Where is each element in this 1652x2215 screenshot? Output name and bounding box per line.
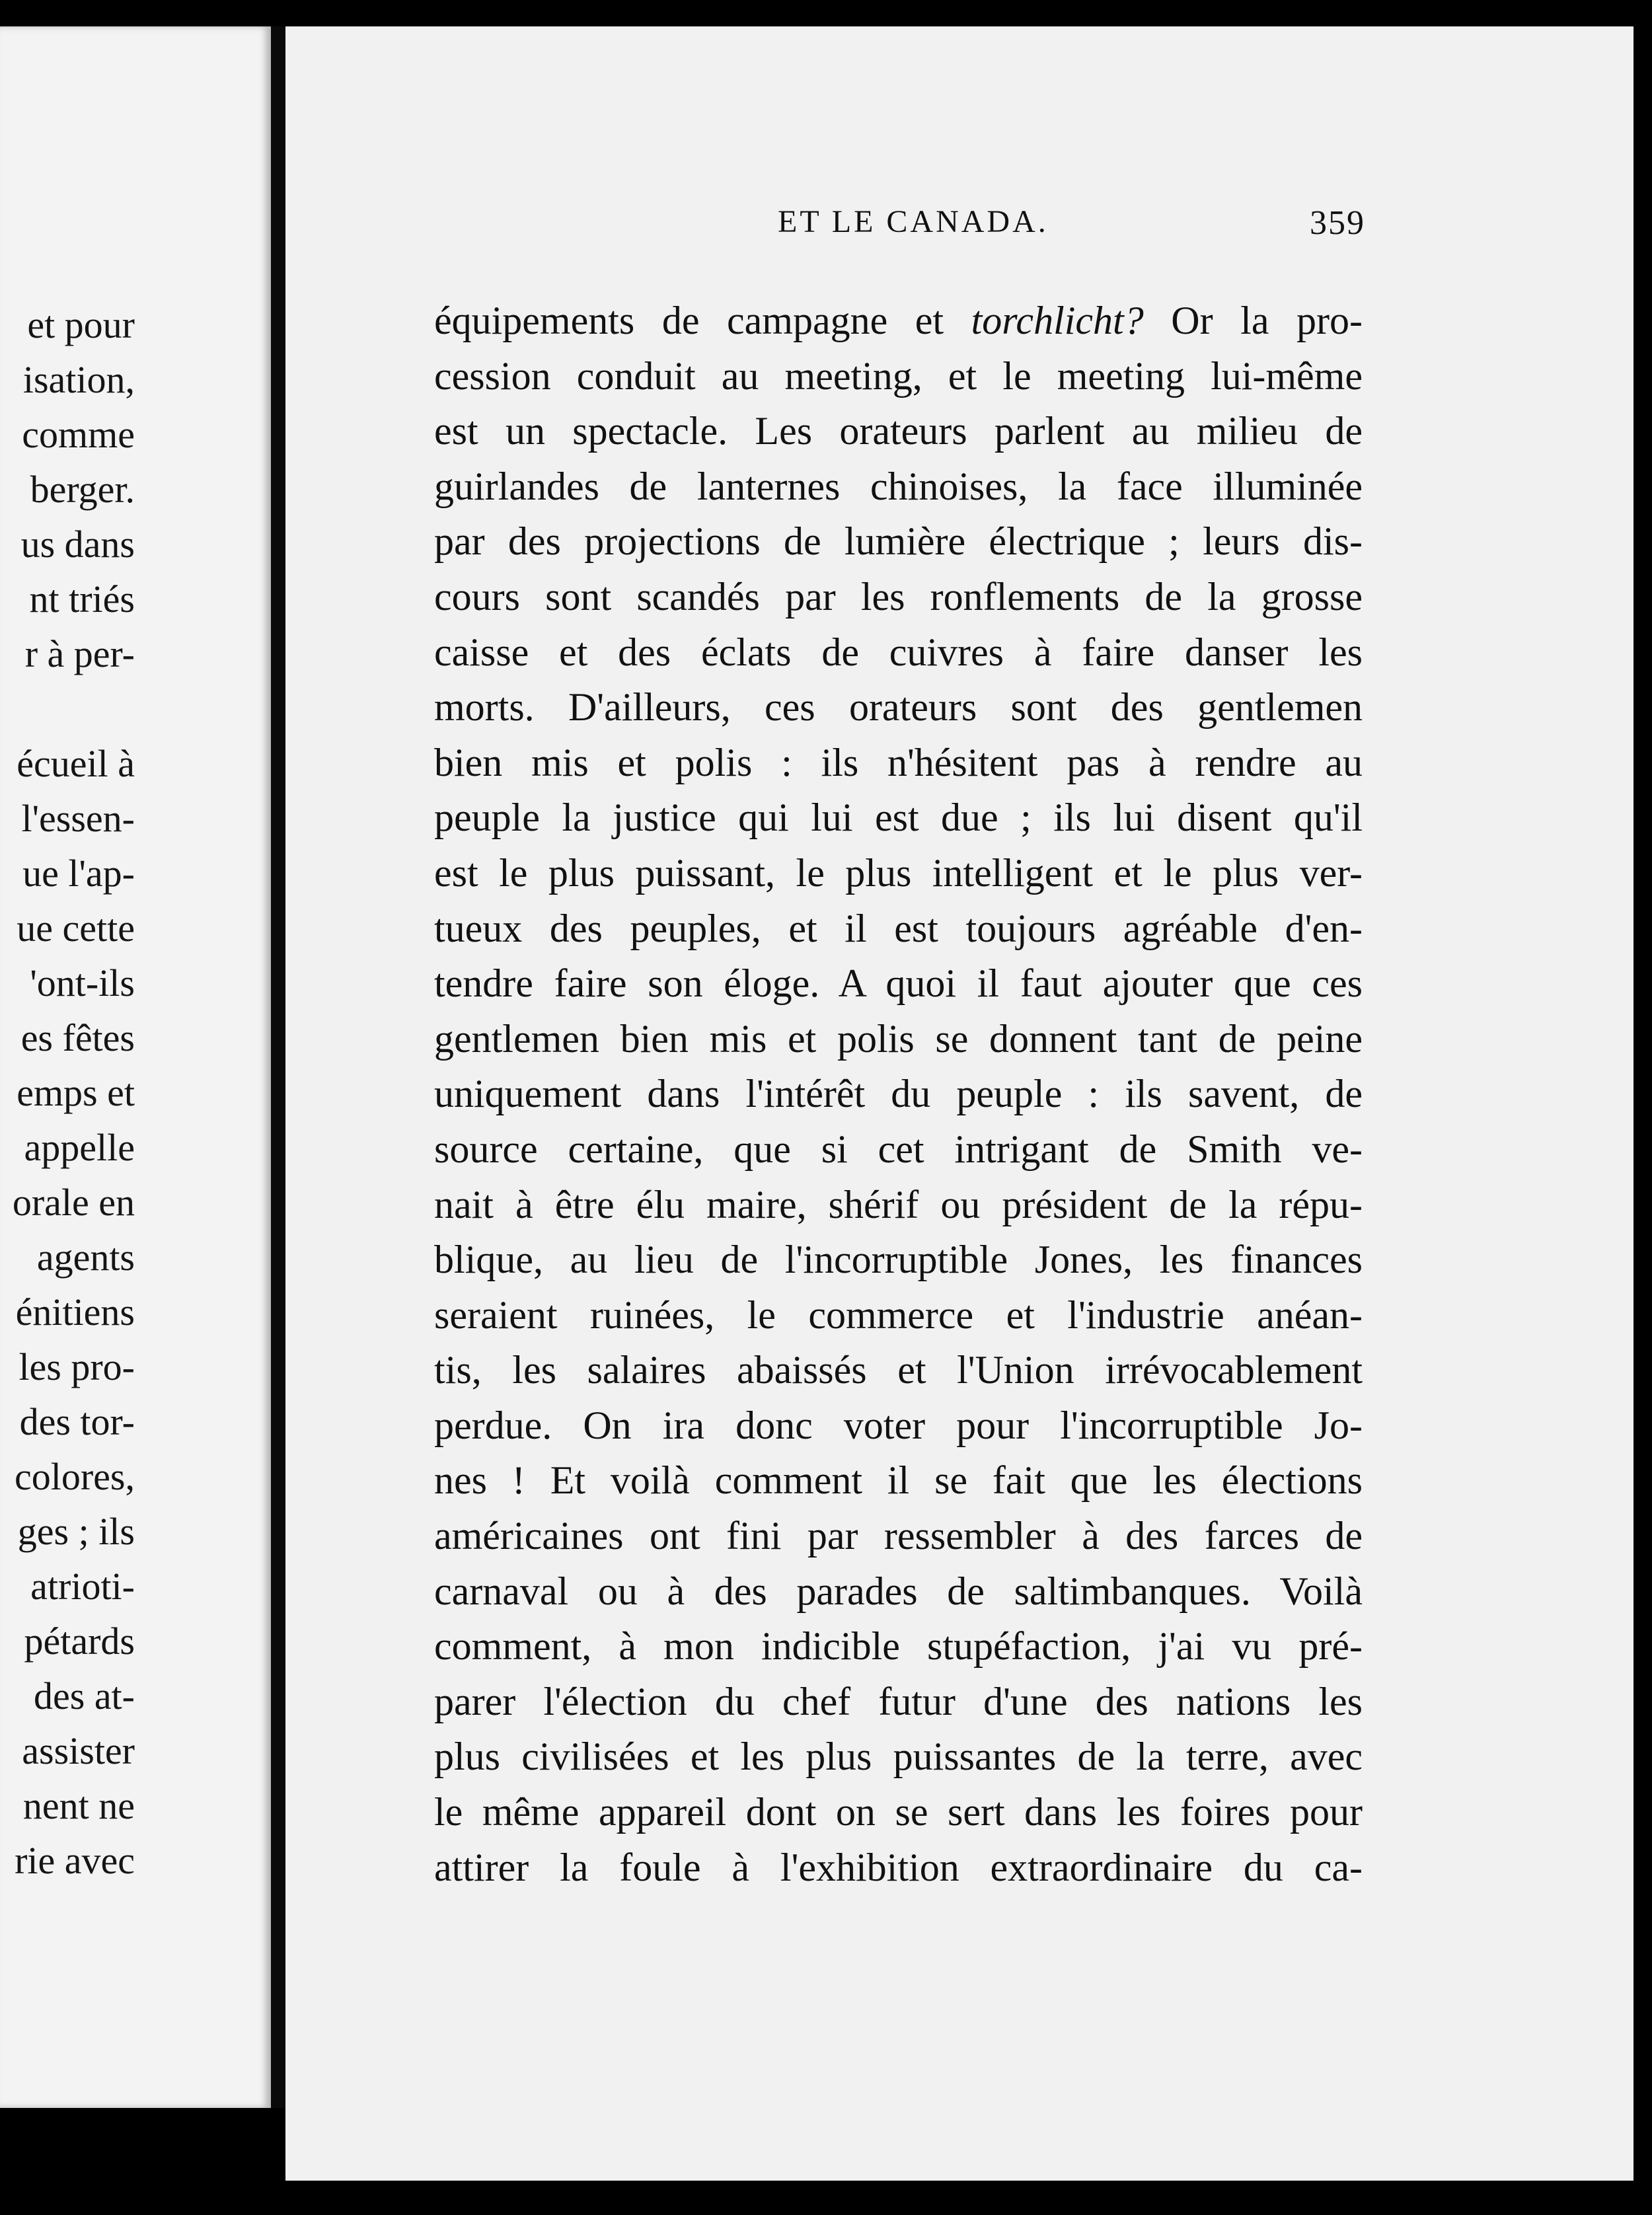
- left-page-line: es fêtes: [20, 1016, 135, 1059]
- text-line: [434, 293, 1363, 349]
- text-run: équipements de campagne et: [434, 299, 971, 342]
- left-page-line: rie avec: [15, 1839, 135, 1882]
- left-page-line: des at-: [34, 1674, 135, 1717]
- text-line: tueux des peuples, et il est toujours agréable d'en-: [434, 906, 1363, 950]
- text-line: seraient ruinées, le commerce et l'industrie anéan-: [434, 1293, 1363, 1337]
- text-line: parer l'élection du chef futur d'une des nations les: [434, 1679, 1363, 1723]
- left-page-line: assister: [22, 1729, 135, 1772]
- text-line: perdue. On ira donc voter pour l'incorruptible Jo-: [434, 1403, 1363, 1447]
- left-page: [0, 26, 271, 2108]
- text-line: américaines ont fini par ressembler à des farces de: [434, 1514, 1363, 1558]
- left-page-line: colores,: [15, 1455, 135, 1498]
- text-line: comment, à mon indicible stupéfaction, j'ai vu pré-: [434, 1624, 1363, 1669]
- text-line: tis, les salaires abaissés et l'Union irrévocablement: [434, 1348, 1363, 1392]
- text-line: attirer la foule à l'exhibition extraordinaire du ca-: [434, 1845, 1363, 1889]
- text-line: cours sont scandés par les ronflements de la grosse: [434, 574, 1363, 619]
- text-line: uniquement dans l'intérêt du peuple : ils savent, de: [434, 1072, 1363, 1116]
- left-page-line: berger.: [30, 468, 135, 511]
- left-page-line: isation,: [22, 358, 135, 401]
- text-line: carnaval ou à des parades de saltimbanques. Voilà: [434, 1569, 1363, 1613]
- running-title: ET LE CANADA.: [778, 204, 1049, 239]
- text-line: par des projections de lumière électrique ; leurs dis-: [434, 519, 1363, 564]
- text-line: plus civilisées et les plus puissantes de la terre, avec: [434, 1735, 1363, 1779]
- left-page-line: atrioti-: [30, 1565, 135, 1608]
- left-page-line: et pour: [27, 303, 135, 346]
- left-page-line: r à per-: [24, 632, 135, 675]
- left-page-line: ue cette: [17, 907, 135, 950]
- left-page-line: l'essen-: [21, 797, 135, 840]
- left-page-line: us dans: [20, 523, 135, 566]
- text-run: Or la pro-: [1143, 299, 1363, 342]
- left-page-line: énitiens: [15, 1291, 135, 1333]
- text-line: source certaine, que si cet intrigant de Smith ve-: [434, 1127, 1363, 1171]
- running-head: [285, 204, 1633, 250]
- text-line: bien mis et polis : ils n'hésitent pas à rendre au: [434, 740, 1363, 784]
- text-line: est le plus puissant, le plus intelligent et le plus ver-: [434, 850, 1363, 895]
- body-text: [434, 293, 1363, 1895]
- left-page-line: pétards: [24, 1620, 135, 1663]
- left-page-line: agents: [36, 1236, 135, 1279]
- right-page: [285, 26, 1633, 2181]
- left-page-line: ue l'ap-: [22, 852, 135, 895]
- italic-word: torchlicht?: [971, 299, 1144, 342]
- text-line: morts. D'ailleurs, ces orateurs sont des gentlemen: [434, 685, 1363, 730]
- left-page-line: comme: [22, 413, 135, 456]
- text-line: peuple la justice qui lui est due ; ils lui disent qu'il: [434, 796, 1363, 840]
- text-line: le même appareil dont on se sert dans les foires pour: [434, 1790, 1363, 1834]
- left-page-line: les pro-: [19, 1345, 135, 1388]
- left-page-line: appelle: [24, 1126, 135, 1169]
- left-page-line: 'ont-ils: [30, 961, 135, 1004]
- left-page-line: des tor-: [19, 1400, 135, 1443]
- left-page-line: nt triés: [29, 578, 135, 620]
- left-page-text: [0, 297, 271, 1888]
- text-line: blique, au lieu de l'incorruptible Jones, les finances: [434, 1238, 1363, 1282]
- left-page-line: ges ; ils: [17, 1510, 135, 1553]
- text-line: est un spectacle. Les orateurs parlent au milieu de: [434, 409, 1363, 453]
- book-gutter: [271, 26, 285, 2108]
- left-page-line: écueil à: [17, 742, 135, 785]
- text-line: guirlandes de lanternes chinoises, la face illuminée: [434, 464, 1363, 508]
- text-line: tendre faire son éloge. A quoi il faut ajouter que ces: [434, 961, 1363, 1006]
- text-line: cession conduit au meeting, et le meeting lui-même: [434, 354, 1363, 398]
- text-line: nait à être élu maire, shérif ou président de la répu-: [434, 1182, 1363, 1226]
- left-page-line: orale en: [12, 1181, 135, 1224]
- left-page-line: nent ne: [22, 1784, 135, 1827]
- left-page-line: [0, 681, 271, 736]
- text-line: gentlemen bien mis et polis se donnent tant de peine: [434, 1016, 1363, 1061]
- page-number: 359: [1310, 204, 1365, 242]
- text-line: caisse et des éclats de cuivres à faire danser les: [434, 630, 1363, 674]
- text-line: nes ! Et voilà comment il se fait que les élections: [434, 1458, 1363, 1503]
- left-page-line: emps et: [17, 1071, 135, 1114]
